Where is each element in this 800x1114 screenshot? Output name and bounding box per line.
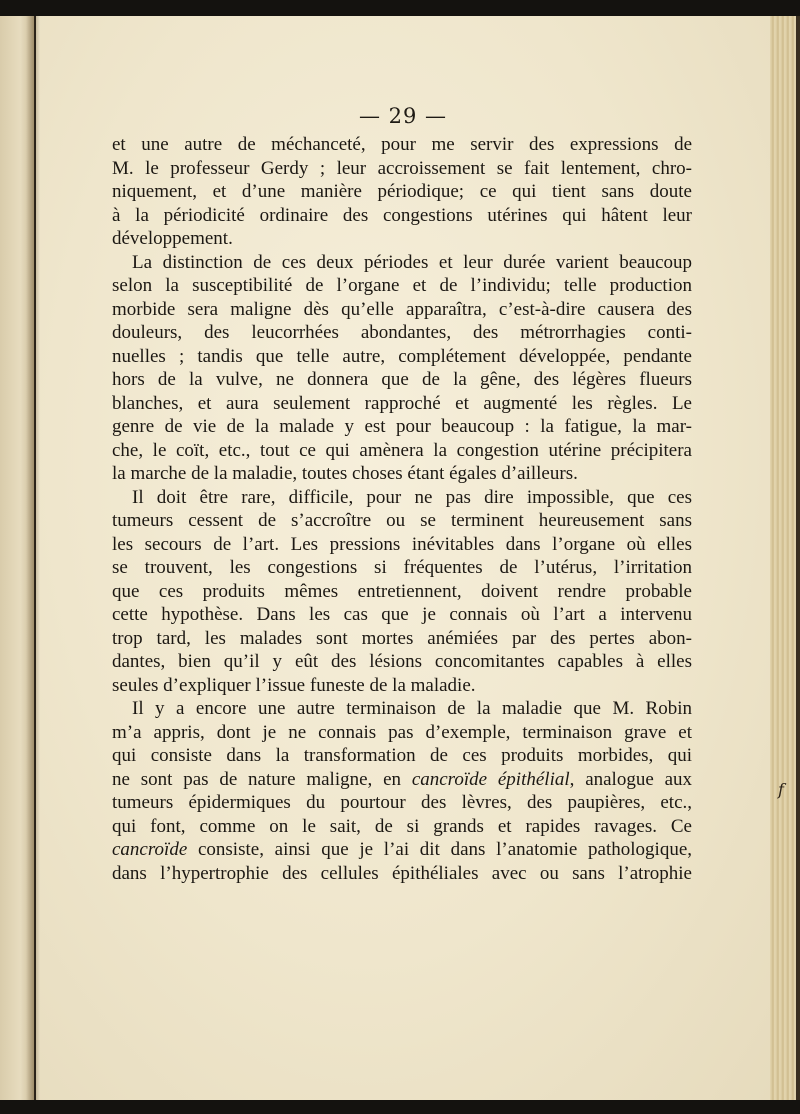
text-line: La distinction de ces deux périodes et leur durée varient beaucoup xyxy=(132,251,692,273)
margin-mark: f xyxy=(778,780,784,799)
text-line: et une autre de méchanceté, pour me servir des expressions de xyxy=(112,134,692,155)
text-line: tumeurs épidermiques du pourtour des lèvres, des paupières, etc., xyxy=(112,792,692,813)
text-line: seules d’expliquer l’issue funeste de la maladie. xyxy=(112,674,476,696)
text-line: blanches, et aura seulement rapproché et augmenté les règles. Le xyxy=(112,392,692,414)
text-line: les secours de l’art. Les pressions inévitables dans l’organe où elles xyxy=(112,533,692,555)
text-line: se trouvent, les congestions si fréquentes de l’utérus, l’irritation xyxy=(112,557,692,578)
text-line: morbide sera maligne dès qu’elle apparaîtra, c’est-à-dire causera des xyxy=(112,298,692,320)
book-cover-edge xyxy=(796,16,800,1100)
body-text xyxy=(112,133,692,885)
text-line: développement. xyxy=(112,228,233,249)
text-line: la marche de la maladie, toutes choses étant égales d’ailleurs. xyxy=(112,463,578,484)
text-line: que ces produits mêmes entretiennent, doivent rendre probable xyxy=(112,580,692,602)
text-line: à la périodicité ordinaire des congestions utérines qui hâtent leur xyxy=(112,204,692,226)
text-line: ne sont pas de nature maligne, en cancroïde épithélial, analogue aux xyxy=(112,768,692,790)
text-line: M. le professeur Gerdy ; leur accroissement se fait lentement, chro- xyxy=(112,157,692,179)
text-line: m’a appris, dont je ne connais pas d’exemple, terminaison grave et xyxy=(112,721,692,743)
text-line: Il y a encore une autre terminaison de la maladie que M. Robin xyxy=(132,698,692,719)
text-line: dantes, bien qu’il y eût des lésions concomitantes capables à elles xyxy=(112,651,692,672)
text-line: nuelles ; tandis que telle autre, complétement développée, pendante xyxy=(112,345,692,367)
text-line: dans l’hypertrophie des cellules épithéliales avec ou sans l’atrophie xyxy=(112,862,692,884)
text-line: trop tard, les malades sont mortes anémiées par des pertes abon- xyxy=(112,627,692,649)
text-line: genre de vie de la malade y est pour beaucoup : la fatigue, la mar- xyxy=(112,416,692,437)
text-line: cette hypothèse. Dans les cas que je connais où l’art a intervenu xyxy=(112,604,692,625)
scan-bottom-border xyxy=(0,1100,800,1114)
text-line: tumeurs cessent de s’accroître ou se terminent heureusement sans xyxy=(112,510,692,531)
text-line: hors de la vulve, ne donnera que de la gêne, des légères flueurs xyxy=(112,369,692,390)
text-line: che, le coït, etc., tout ce qui amènera la congestion utérine précipitera xyxy=(112,439,692,461)
text-line: Il doit être rare, difficile, pour ne pas dire impossible, que ces xyxy=(132,486,692,508)
binding-gutter-shadow xyxy=(26,16,40,1100)
book-page xyxy=(36,16,770,1100)
text-line: qui consiste dans la transformation de ces produits morbides, qui xyxy=(112,745,692,766)
text-line: douleurs, des leucorrhées abondantes, des métrorrhagies conti- xyxy=(112,322,692,343)
text-line: niquement, et d’une manière périodique; ce qui tient sans doute xyxy=(112,181,692,202)
text-line: cancroïde consiste, ainsi que je l’ai dit dans l’anatomie pathologique, xyxy=(112,839,692,860)
scan-top-border xyxy=(0,0,800,16)
page-number: — 29 — xyxy=(358,104,448,128)
text-line: qui font, comme on le sait, de si grands et rapides ravages. Ce xyxy=(112,815,692,837)
text-line: selon la susceptibilité de l’organe et de l’individu; telle production xyxy=(112,275,692,296)
